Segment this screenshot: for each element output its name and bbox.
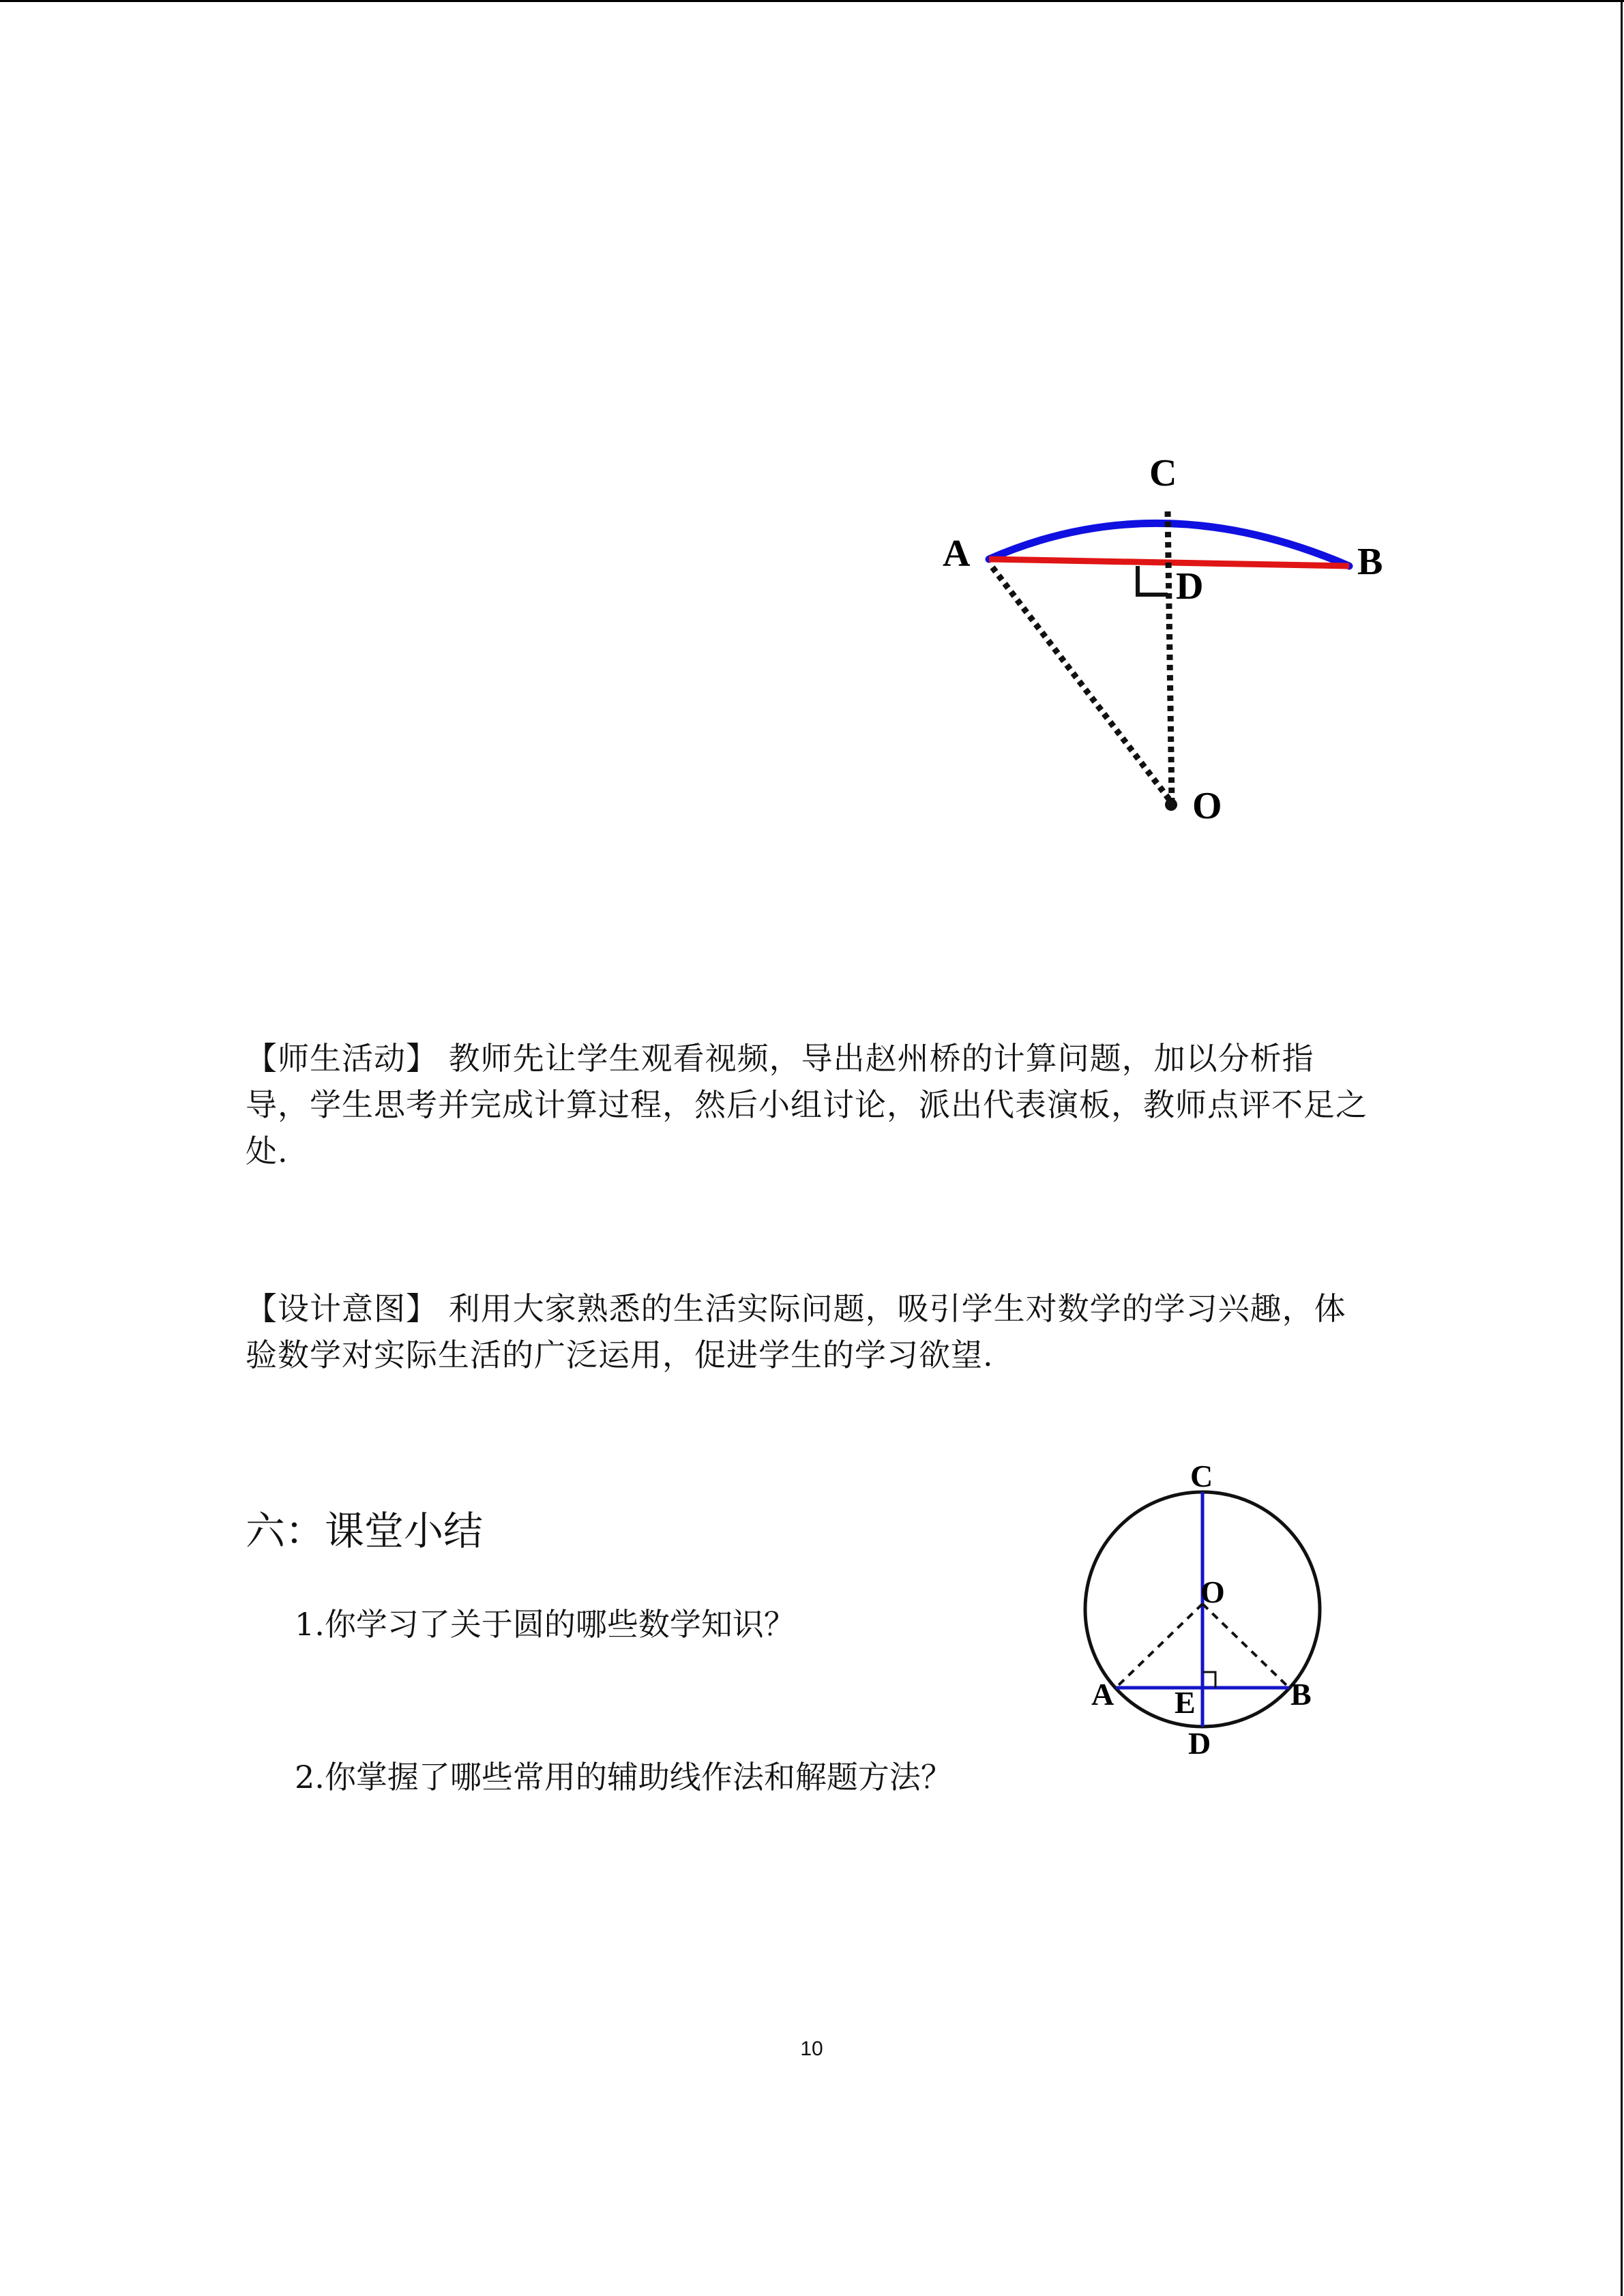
page-number: 10 [800, 2038, 823, 2060]
circle-chord-figure [1071, 1452, 1344, 1766]
label-a: A [943, 533, 971, 575]
section-title: 六：课堂小结 [246, 1508, 484, 1554]
label-e: E [1175, 1685, 1196, 1720]
segment-oa [1116, 1604, 1202, 1688]
paragraph-design-intent: 【设计意图】 利用大家熟悉的生活实际问题，吸引学生对数学的学习兴趣，体验数学对实际生活的广泛运用，促进学生的学习欲望. [246, 1290, 1346, 1373]
page-border-top [0, 0, 1624, 2]
page-border-right [1621, 0, 1623, 2296]
label-d: D [1176, 565, 1204, 608]
label-b: B [1357, 541, 1383, 583]
label-c: C [1190, 1459, 1213, 1493]
segment-ao [992, 567, 1169, 799]
right-angle-mark [1202, 1672, 1215, 1688]
label-b: B [1290, 1677, 1312, 1712]
label-o: O [1200, 1575, 1225, 1609]
right-angle-mark [1138, 566, 1168, 595]
paragraph-teacher-student-activity: 【师生活动】 教师先让学生观看视频，导出赵州桥的计算问题，加以分析指导，学生思考并完成计算过程，然后小组讨论，派出代表演板，教师点评不足之处. [246, 1040, 1368, 1169]
segment-co [1168, 511, 1172, 803]
arc-chord-figure [914, 450, 1405, 852]
label-a: A [1091, 1677, 1114, 1712]
question-1: 1.你学习了关于圆的哪些数学知识？ [295, 1606, 795, 1643]
point-o [1165, 799, 1177, 811]
label-o: O [1192, 785, 1222, 827]
label-c: C [1149, 452, 1177, 494]
label-d: D [1188, 1726, 1211, 1761]
question-2: 2.你掌握了哪些常用的辅助线作法和解题方法？ [295, 1759, 952, 1795]
